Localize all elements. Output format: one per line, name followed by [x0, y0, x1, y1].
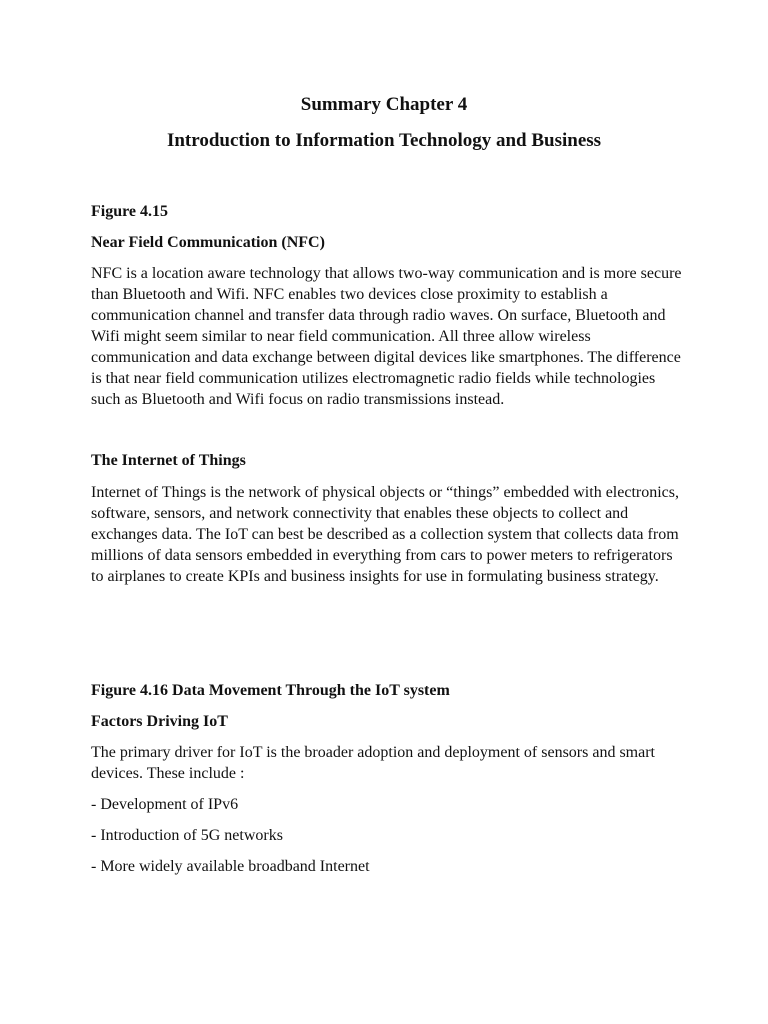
section-paragraph-iot: Internet of Things is the network of physical objects or “things” embedded with electronics, software, sensors, and network connectivity that enables these objects to collect and exchanges data. The IoT can best be described as a collection system that collects data from millions of data sensors embedded in everything from cars to power meters to refrigerators to airplanes to create KPIs and business insights for use in formulating business strategy.: [91, 484, 679, 585]
section-heading-iot: The Internet of Things: [91, 452, 246, 469]
section-heading-nfc: Near Field Communication (NFC): [91, 234, 325, 251]
figure-label-4-16: Figure 4.16 Data Movement Through the IoT system: [91, 682, 450, 699]
figure-label-4-15: Figure 4.15: [91, 203, 169, 220]
section-paragraph-factors: The primary driver for IoT is the broader adoption and deployment of sensors and smart devices. These include :: [91, 744, 655, 782]
document-subtitle: Introduction to Information Technology and Business: [166, 130, 602, 151]
document-title: Summary Chapter 4: [300, 94, 468, 115]
list-item: - Development of IPv6: [91, 796, 239, 813]
list-item: - More widely available broadband Internet: [91, 858, 370, 875]
section-paragraph-nfc: NFC is a location aware technology that allows two-way communication and is more secure than Bluetooth and Wifi. NFC enables two devices close proximity to establish a communication channel and transfer data through radio waves. On surface, Bluetooth and Wifi might seem similar to near field communication. All three allow wireless communication and data exchange between digital devices like smartphones. The difference is that near field communication utilizes electromagnetic radio fields while technologies such as Bluetooth and Wifi focus on radio transmissions instead.: [91, 265, 682, 408]
section-heading-factors: Factors Driving IoT: [91, 713, 228, 730]
list-item: - Introduction of 5G networks: [91, 827, 283, 844]
